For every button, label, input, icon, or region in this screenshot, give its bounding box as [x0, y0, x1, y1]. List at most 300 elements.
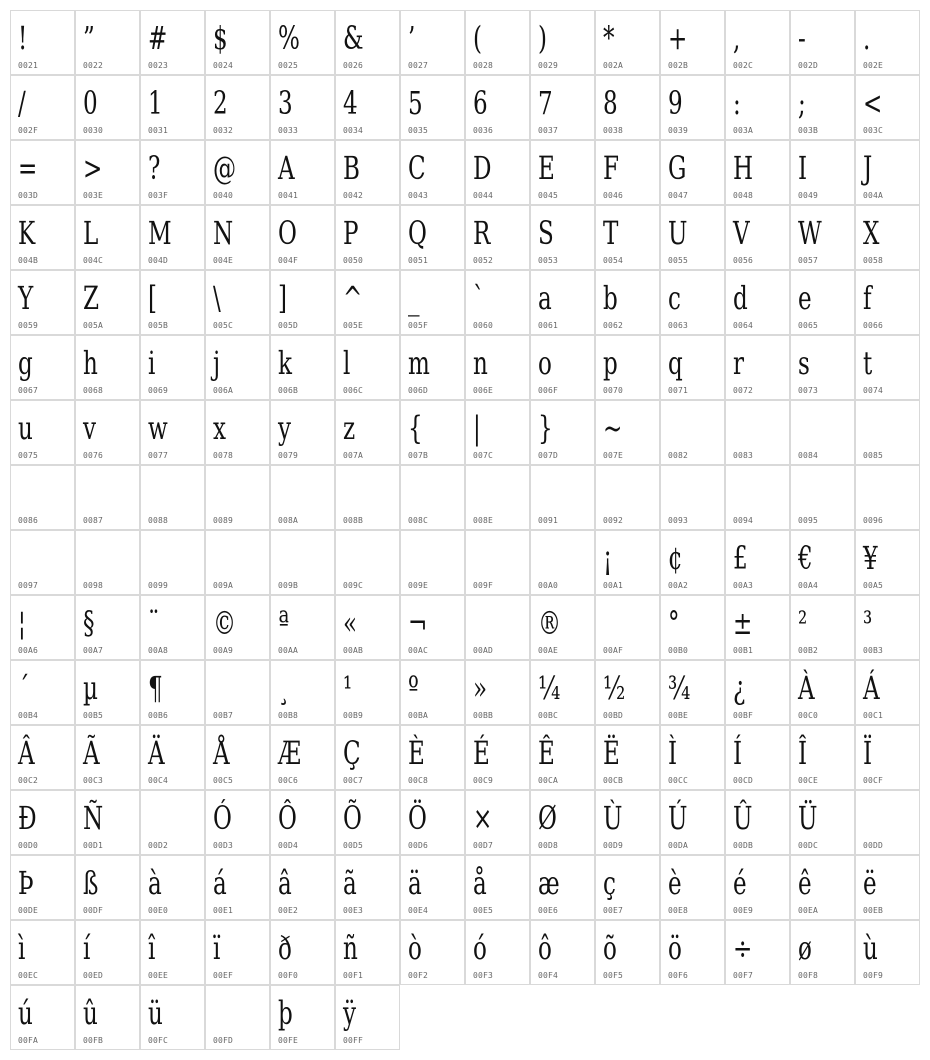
glyph-char: î [148, 929, 156, 967]
glyph-code: 007E [603, 451, 624, 460]
glyph-char: f [863, 279, 872, 317]
glyph-cell [660, 205, 725, 270]
glyph-cell [10, 790, 75, 855]
glyph-char: £ [733, 539, 748, 577]
glyph-char: 4 [343, 84, 358, 122]
glyph-char: e [798, 279, 812, 317]
glyph-char: ñ [343, 929, 358, 967]
glyph-cell [465, 855, 530, 920]
glyph-char: p [603, 344, 618, 382]
glyph-code: 00B2 [798, 646, 819, 655]
glyph-char: ¿ [733, 669, 746, 707]
glyph-code: 00E3 [343, 906, 364, 915]
glyph-code: 00B6 [148, 711, 169, 720]
glyph-cell [790, 530, 855, 595]
glyph-code: 002F [18, 126, 39, 135]
glyph-cell [10, 140, 75, 205]
glyph-cell [335, 725, 400, 790]
glyph-cell [595, 660, 660, 725]
glyph-char: y [278, 409, 292, 447]
glyph-char: 5 [408, 84, 423, 122]
glyph-char: } [538, 409, 553, 447]
glyph-cell [10, 725, 75, 790]
glyph-cell [790, 855, 855, 920]
glyph-cell [725, 400, 790, 465]
glyph-cell [270, 725, 335, 790]
glyph-code: 0052 [473, 256, 494, 265]
glyph-code: 002C [733, 61, 754, 70]
glyph-char: ¸ [278, 669, 290, 707]
glyph-char: H [733, 149, 754, 187]
glyph-char: - [798, 19, 806, 57]
glyph-code: 00B4 [18, 711, 39, 720]
glyph-char: k [278, 344, 292, 382]
glyph-char: & [343, 19, 364, 57]
glyph-cell [855, 855, 920, 920]
glyph-cell [205, 790, 270, 855]
glyph-cell [335, 400, 400, 465]
glyph-cell [790, 75, 855, 140]
glyph-cell [465, 270, 530, 335]
glyph-cell [660, 790, 725, 855]
glyph-cell [725, 270, 790, 335]
glyph-code: 00DE [18, 906, 39, 915]
glyph-cell [335, 465, 400, 530]
glyph-code: 0048 [733, 191, 754, 200]
glyph-code: 00D9 [603, 841, 624, 850]
glyph-char: L [83, 214, 99, 252]
glyph-cell [660, 140, 725, 205]
glyph-code: 005B [148, 321, 169, 330]
glyph-cell [595, 920, 660, 985]
glyph-code: 0093 [668, 516, 689, 525]
glyph-char: ¹ [343, 669, 353, 707]
glyph-char: a [538, 279, 552, 317]
glyph-char: ^ [343, 279, 363, 317]
glyph-code: 0096 [863, 516, 884, 525]
glyph-code: 0074 [863, 386, 884, 395]
glyph-code: 00F0 [278, 971, 299, 980]
glyph-cell [465, 725, 530, 790]
glyph-char: : [733, 84, 741, 122]
glyph-cell [725, 530, 790, 595]
glyph-cell [790, 465, 855, 530]
glyph-char: ú [18, 994, 33, 1032]
glyph-code: 00A4 [798, 581, 819, 590]
glyph-char: g [18, 344, 33, 382]
glyph-code: 00C7 [343, 776, 364, 785]
glyph-char: 6 [473, 84, 488, 122]
glyph-code: 0087 [83, 516, 104, 525]
glyph-cell [855, 790, 920, 855]
glyph-cell [205, 920, 270, 985]
glyph-cell [270, 10, 335, 75]
glyph-code: 00AA [278, 646, 299, 655]
glyph-cell [725, 855, 790, 920]
glyph-char: m [408, 344, 430, 382]
glyph-char: D [473, 149, 492, 187]
glyph-char: è [668, 864, 682, 902]
glyph-code: 00DB [733, 841, 754, 850]
glyph-code: 00CB [603, 776, 624, 785]
glyph-char: M [148, 214, 172, 252]
glyph-cell [465, 920, 530, 985]
glyph-code: 004B [18, 256, 39, 265]
glyph-char: ~ [603, 409, 623, 447]
glyph-cell [75, 530, 140, 595]
glyph-char: ê [798, 864, 812, 902]
glyph-code: 0043 [408, 191, 429, 200]
glyph-char: J [863, 149, 873, 187]
glyph-cell [10, 205, 75, 270]
glyph-cell [205, 140, 270, 205]
glyph-char: à [148, 864, 162, 902]
glyph-code: 0097 [18, 581, 39, 590]
glyph-code: 0045 [538, 191, 559, 200]
glyph-cell [595, 10, 660, 75]
glyph-code: 00A3 [733, 581, 754, 590]
glyph-cell [140, 140, 205, 205]
glyph-char: ¶ [148, 669, 163, 707]
glyph-code: 0022 [83, 61, 104, 70]
glyph-cell [790, 335, 855, 400]
glyph-code: 00FB [83, 1036, 104, 1045]
glyph-code: 009F [473, 581, 494, 590]
glyph-cell [855, 10, 920, 75]
glyph-code: 00F8 [798, 971, 819, 980]
glyph-cell [270, 400, 335, 465]
glyph-cell [75, 985, 140, 1050]
glyph-char: E [538, 149, 555, 187]
glyph-char: æ [538, 864, 560, 902]
glyph-code: 00F6 [668, 971, 689, 980]
glyph-code: 00CF [863, 776, 884, 785]
glyph-cell [465, 400, 530, 465]
glyph-code: 00BE [668, 711, 689, 720]
glyph-char: n [473, 344, 488, 382]
glyph-code: 00AD [473, 646, 494, 655]
glyph-code: 008A [278, 516, 299, 525]
glyph-code: 006D [408, 386, 429, 395]
glyph-code: 00FF [343, 1036, 364, 1045]
glyph-code: 003F [148, 191, 169, 200]
glyph-cell [140, 790, 205, 855]
glyph-code: 00B5 [83, 711, 104, 720]
glyph-code: 00D4 [278, 841, 299, 850]
glyph-char: P [343, 214, 359, 252]
glyph-code: 0039 [668, 126, 689, 135]
glyph-code: 0083 [733, 451, 754, 460]
glyph-cell [660, 335, 725, 400]
glyph-char: w [148, 409, 168, 447]
glyph-code: 00E0 [148, 906, 169, 915]
glyph-cell [270, 790, 335, 855]
glyph-cell [855, 75, 920, 140]
glyph-char: ì [18, 929, 26, 967]
glyph-char: [ [148, 279, 157, 317]
glyph-code: 0069 [148, 386, 169, 395]
glyph-code: 00A7 [83, 646, 104, 655]
glyph-cell [400, 530, 465, 595]
glyph-char: ã [343, 864, 357, 902]
glyph-code: 00A9 [213, 646, 234, 655]
glyph-code: 0031 [148, 126, 169, 135]
glyph-cell [140, 920, 205, 985]
glyph-code: 006F [538, 386, 559, 395]
glyph-code: 00F7 [733, 971, 754, 980]
glyph-cell [75, 205, 140, 270]
glyph-cell [790, 920, 855, 985]
glyph-code: 005C [213, 321, 234, 330]
glyph-cell [335, 660, 400, 725]
glyph-cell [530, 10, 595, 75]
glyph-char: G [668, 149, 687, 187]
glyph-code: 009A [213, 581, 234, 590]
glyph-code: 0040 [213, 191, 234, 200]
glyph-char: ’ [408, 19, 416, 57]
glyph-code: 00C5 [213, 776, 234, 785]
glyph-code: 00E6 [538, 906, 559, 915]
glyph-cell [530, 725, 595, 790]
glyph-char: ! [18, 19, 28, 57]
glyph-code: 0066 [863, 321, 884, 330]
glyph-code: 005E [343, 321, 364, 330]
glyph-code: 00AB [343, 646, 364, 655]
glyph-cell [400, 920, 465, 985]
glyph-code: 0025 [278, 61, 299, 70]
glyph-char: / [18, 84, 26, 122]
glyph-cell [335, 270, 400, 335]
glyph-cell [855, 205, 920, 270]
glyph-code: 00D6 [408, 841, 429, 850]
glyph-code: 00EC [18, 971, 39, 980]
glyph-code: 00EE [148, 971, 169, 980]
glyph-cell [400, 725, 465, 790]
glyph-char: þ [278, 994, 293, 1032]
glyph-cell [10, 530, 75, 595]
glyph-cell [270, 75, 335, 140]
glyph-cell [660, 530, 725, 595]
glyph-cell [530, 400, 595, 465]
glyph-cell [855, 270, 920, 335]
glyph-cell [140, 400, 205, 465]
glyph-code: 0095 [798, 516, 819, 525]
glyph-char: ` [473, 279, 485, 317]
glyph-code: 00C9 [473, 776, 494, 785]
glyph-code: 003C [863, 126, 884, 135]
glyph-code: 0094 [733, 516, 754, 525]
glyph-char: 3 [278, 84, 293, 122]
glyph-code: 0029 [538, 61, 559, 70]
glyph-char: ¡ [603, 539, 613, 577]
glyph-code: 00A1 [603, 581, 624, 590]
glyph-cell [140, 725, 205, 790]
glyph-code: 0033 [278, 126, 299, 135]
glyph-cell [205, 400, 270, 465]
glyph-code: 004E [213, 256, 234, 265]
glyph-char: . [863, 19, 871, 57]
glyph-cell [10, 595, 75, 660]
glyph-cell [140, 270, 205, 335]
glyph-char: Ö [408, 799, 427, 837]
glyph-char: á [213, 864, 227, 902]
glyph-cell [335, 140, 400, 205]
glyph-cell [790, 725, 855, 790]
glyph-cell [400, 335, 465, 400]
glyph-char: = [18, 149, 38, 187]
glyph-code: 00D7 [473, 841, 494, 850]
glyph-char: ] [278, 279, 287, 317]
glyph-cell [595, 595, 660, 660]
glyph-cell [75, 855, 140, 920]
glyph-char: ( [473, 19, 482, 57]
glyph-char: Þ [18, 864, 34, 902]
glyph-code: 003A [733, 126, 754, 135]
glyph-code: 0024 [213, 61, 234, 70]
glyph-cell [75, 75, 140, 140]
glyph-char: v [83, 409, 97, 447]
glyph-code: 00CC [668, 776, 689, 785]
glyph-cell [725, 205, 790, 270]
glyph-cell [205, 725, 270, 790]
glyph-cell [335, 10, 400, 75]
glyph-code: 00E9 [733, 906, 754, 915]
glyph-code: 00E2 [278, 906, 299, 915]
glyph-cell [335, 335, 400, 400]
glyph-cell [595, 790, 660, 855]
glyph-code: 0054 [603, 256, 624, 265]
glyph-char: ä [408, 864, 422, 902]
glyph-cell [400, 595, 465, 660]
glyph-code: 0062 [603, 321, 624, 330]
glyph-code: 00D2 [148, 841, 169, 850]
glyph-char: z [343, 409, 356, 447]
glyph-char: ² [798, 604, 808, 642]
glyph-code: 00BA [408, 711, 429, 720]
glyph-cell [530, 920, 595, 985]
glyph-char: º [408, 669, 419, 707]
glyph-cell [790, 790, 855, 855]
glyph-char: Ó [213, 799, 232, 837]
glyph-cell [205, 660, 270, 725]
glyph-cell [270, 270, 335, 335]
glyph-cell [270, 205, 335, 270]
glyph-code: 009C [343, 581, 364, 590]
glyph-cell [530, 465, 595, 530]
glyph-code: 0098 [83, 581, 104, 590]
glyph-cell [205, 985, 270, 1050]
glyph-cell [75, 270, 140, 335]
glyph-code: 004D [148, 256, 169, 265]
glyph-char: R [473, 214, 491, 252]
glyph-code: 0082 [668, 451, 689, 460]
glyph-char: { [408, 409, 423, 447]
glyph-cell [855, 530, 920, 595]
glyph-char: i [148, 344, 156, 382]
glyph-code: 00A6 [18, 646, 39, 655]
glyph-code: 00A0 [538, 581, 559, 590]
glyph-code: 0021 [18, 61, 39, 70]
glyph-char: Â [18, 734, 35, 772]
glyph-char: , [733, 19, 741, 57]
glyph-cell [790, 270, 855, 335]
glyph-cell [530, 790, 595, 855]
glyph-cell [75, 920, 140, 985]
glyph-cell [530, 595, 595, 660]
glyph-char: Î [798, 734, 808, 772]
glyph-char: V [733, 214, 750, 252]
glyph-cell [400, 270, 465, 335]
glyph-code: 00A8 [148, 646, 169, 655]
glyph-cell [465, 75, 530, 140]
glyph-char: ¨ [148, 604, 160, 642]
glyph-char: I [798, 149, 808, 187]
glyph-code: 006A [213, 386, 234, 395]
glyph-cell [270, 140, 335, 205]
glyph-code: 0063 [668, 321, 689, 330]
glyph-cell [725, 920, 790, 985]
glyph-char: ¢ [668, 539, 683, 577]
glyph-char: Ê [538, 734, 555, 772]
glyph-char: À [798, 669, 815, 707]
glyph-code: 007A [343, 451, 364, 460]
glyph-code: 0091 [538, 516, 559, 525]
glyph-cell [10, 10, 75, 75]
glyph-code: 002A [603, 61, 624, 70]
glyph-char: Ã [83, 734, 100, 772]
glyph-cell [400, 205, 465, 270]
glyph-cell [725, 660, 790, 725]
glyph-char: Ñ [83, 799, 104, 837]
glyph-char: û [83, 994, 98, 1032]
glyph-char: o [538, 344, 552, 382]
glyph-code: 0049 [798, 191, 819, 200]
glyph-code: 00DA [668, 841, 689, 850]
glyph-char: ù [863, 929, 878, 967]
glyph-code: 0075 [18, 451, 39, 460]
glyph-code: 00C2 [18, 776, 39, 785]
glyph-code: 00B9 [343, 711, 364, 720]
glyph-cell [530, 530, 595, 595]
glyph-char: ø [798, 929, 812, 967]
glyph-cell [75, 10, 140, 75]
glyph-char: C [408, 149, 426, 187]
glyph-char: â [278, 864, 292, 902]
glyph-cell [465, 660, 530, 725]
glyph-cell [660, 920, 725, 985]
glyph-char: ) [538, 19, 547, 57]
glyph-cell [855, 400, 920, 465]
glyph-code: 00D3 [213, 841, 234, 850]
glyph-char: F [603, 149, 619, 187]
glyph-code: 00EF [213, 971, 234, 980]
glyph-cell [270, 660, 335, 725]
glyph-code: 0089 [213, 516, 234, 525]
glyph-cell [725, 10, 790, 75]
glyph-char: t [863, 344, 873, 382]
glyph-cell [140, 10, 205, 75]
glyph-code: 003E [83, 191, 104, 200]
glyph-code: 00E8 [668, 906, 689, 915]
glyph-code: 004C [83, 256, 104, 265]
glyph-cell [595, 465, 660, 530]
glyph-cell [530, 140, 595, 205]
glyph-char: ¥ [863, 539, 878, 577]
glyph-cell [790, 10, 855, 75]
glyph-code: 00CD [733, 776, 754, 785]
glyph-char: ? [148, 149, 161, 187]
glyph-cell [400, 790, 465, 855]
